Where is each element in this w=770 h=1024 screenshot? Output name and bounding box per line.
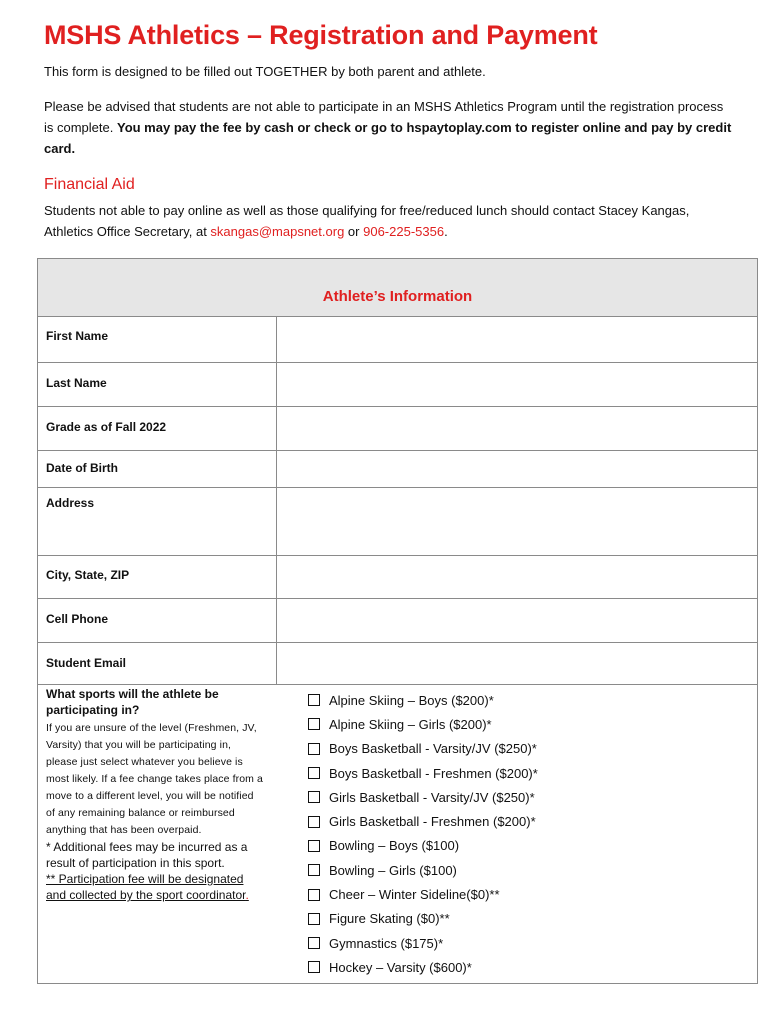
financial-aid-text-before: Students not able to pay online as well as those qualifying for free/reduced lunch should contact Stacey Kangas, Athletics Office Secretary, at xyxy=(44,203,690,239)
checkbox-icon[interactable] xyxy=(308,718,320,730)
checkbox-icon[interactable] xyxy=(308,961,320,973)
athlete-information-header xyxy=(38,259,757,317)
financial-aid-email-link[interactable]: skangas@mapsnet.org xyxy=(210,224,345,239)
intro-line-2-bold: You may pay the fee by cash or check or go to hspaytoplay.com to register online and pay by credit card. xyxy=(44,120,732,156)
sport-option[interactable] xyxy=(308,785,538,809)
date-of-birth-field[interactable] xyxy=(277,451,757,487)
intro-line-1: This form is designed to be filled out TOGETHER by both parent and athlete. xyxy=(44,64,486,79)
form-row-city-state-zip xyxy=(38,556,757,599)
checkbox-icon[interactable] xyxy=(308,913,320,925)
financial-aid-text-mid: or xyxy=(344,224,364,239)
grade-field[interactable] xyxy=(277,407,757,450)
first-name-label: First Name xyxy=(46,329,109,343)
checkbox-icon[interactable] xyxy=(308,816,320,828)
sport-option[interactable] xyxy=(308,858,538,882)
financial-aid-heading: Financial Aid xyxy=(44,176,135,193)
sport-option[interactable] xyxy=(308,809,538,833)
sport-option-label: Figure Skating ($0)** xyxy=(329,911,450,927)
sport-option-label: Girls Basketball - Freshmen ($200)* xyxy=(329,814,536,830)
checkbox-icon[interactable] xyxy=(308,767,320,779)
form-row-date-of-birth xyxy=(38,451,757,488)
financial-aid-text-after: . xyxy=(444,224,448,239)
form-row-student-email xyxy=(38,643,757,685)
form-row-first-name xyxy=(38,316,757,363)
last-name-label: Last Name xyxy=(46,376,107,390)
form-row-cell-phone xyxy=(38,599,757,643)
checkbox-icon[interactable] xyxy=(308,694,320,706)
sport-option-label: Boys Basketball - Varsity/JV ($250)* xyxy=(329,741,537,757)
form-row-last-name xyxy=(38,363,757,407)
sport-option[interactable] xyxy=(308,834,538,858)
financial-aid-phone-link[interactable]: 906-225-5356 xyxy=(363,224,445,239)
sport-option-label: Cheer – Winter Sideline($0)** xyxy=(329,887,500,903)
sports-instructions xyxy=(46,686,264,903)
financial-aid-text xyxy=(44,200,734,242)
sport-option[interactable] xyxy=(308,931,538,955)
sport-option-label: Alpine Skiing – Boys ($200)* xyxy=(329,692,494,708)
intro-line-2-text: Please be advised that students are not able to participate in an MSHS Athletics Program until the registration process is complete. xyxy=(44,99,724,135)
address-field[interactable] xyxy=(277,488,757,555)
participation-fee-note xyxy=(46,871,264,903)
last-name-field[interactable] xyxy=(277,363,757,406)
grade-label: Grade as of Fall 2022 xyxy=(46,420,167,434)
form-row-address xyxy=(38,488,757,556)
first-name-field[interactable] xyxy=(277,316,757,362)
sport-option-label: Boys Basketball - Freshmen ($200)* xyxy=(329,765,538,781)
sport-option-label: Bowling – Girls ($100) xyxy=(329,862,457,878)
sports-checklist xyxy=(308,688,538,980)
sport-option-label: Gymnastics ($175)* xyxy=(329,935,444,951)
athlete-information-title: Athlete’s Information xyxy=(322,288,473,305)
checkbox-icon[interactable] xyxy=(308,840,320,852)
sport-option[interactable] xyxy=(308,712,538,736)
sport-option-label: Alpine Skiing – Girls ($200)* xyxy=(329,716,492,732)
participation-fee-period: . xyxy=(245,888,249,902)
intro-line-2 xyxy=(44,96,734,159)
checkbox-icon[interactable] xyxy=(308,743,320,755)
address-label: Address xyxy=(46,496,95,510)
sports-question: What sports will the athlete be participating in? xyxy=(46,687,219,717)
cell-phone-field[interactable] xyxy=(277,599,757,642)
sport-option-label: Hockey – Varsity ($600)* xyxy=(329,959,472,975)
student-email-field[interactable] xyxy=(277,643,757,684)
checkbox-icon[interactable] xyxy=(308,889,320,901)
date-of-birth-label: Date of Birth xyxy=(46,461,118,475)
sport-option-label: Bowling – Boys ($100) xyxy=(329,838,460,854)
sports-level-note: If you are unsure of the level (Freshmen, JV, Varsity) that you will be participating in, please just select whatever you believe is most likely. If a fee change takes place from a move to a different level, you will be notified of any remaining balance or reimbursed anything that has been overpaid. xyxy=(46,722,263,836)
page-title: MSHS Athletics – Registration and Payment xyxy=(44,20,598,50)
cell-phone-label: Cell Phone xyxy=(46,612,109,626)
city-state-zip-label: City, State, ZIP xyxy=(46,568,130,582)
checkbox-icon[interactable] xyxy=(308,937,320,949)
city-state-zip-field[interactable] xyxy=(277,556,757,598)
sport-option[interactable] xyxy=(308,955,538,979)
sport-option[interactable] xyxy=(308,737,538,761)
athlete-information-table xyxy=(37,258,758,984)
checkbox-icon[interactable] xyxy=(308,791,320,803)
sport-option[interactable] xyxy=(308,688,538,712)
student-email-label: Student Email xyxy=(46,656,127,670)
checkbox-icon[interactable] xyxy=(308,864,320,876)
sport-option[interactable] xyxy=(308,907,538,931)
sport-option[interactable] xyxy=(308,761,538,785)
participation-fee-text: ** Participation fee will be designated and collected by the sport coordinator xyxy=(46,872,246,902)
additional-fees-note: * Additional fees may be incurred as a result of participation in this sport. xyxy=(46,840,248,870)
form-row-grade xyxy=(38,407,757,451)
sport-option-label: Girls Basketball - Varsity/JV ($250)* xyxy=(329,789,535,805)
sport-option[interactable] xyxy=(308,882,538,906)
